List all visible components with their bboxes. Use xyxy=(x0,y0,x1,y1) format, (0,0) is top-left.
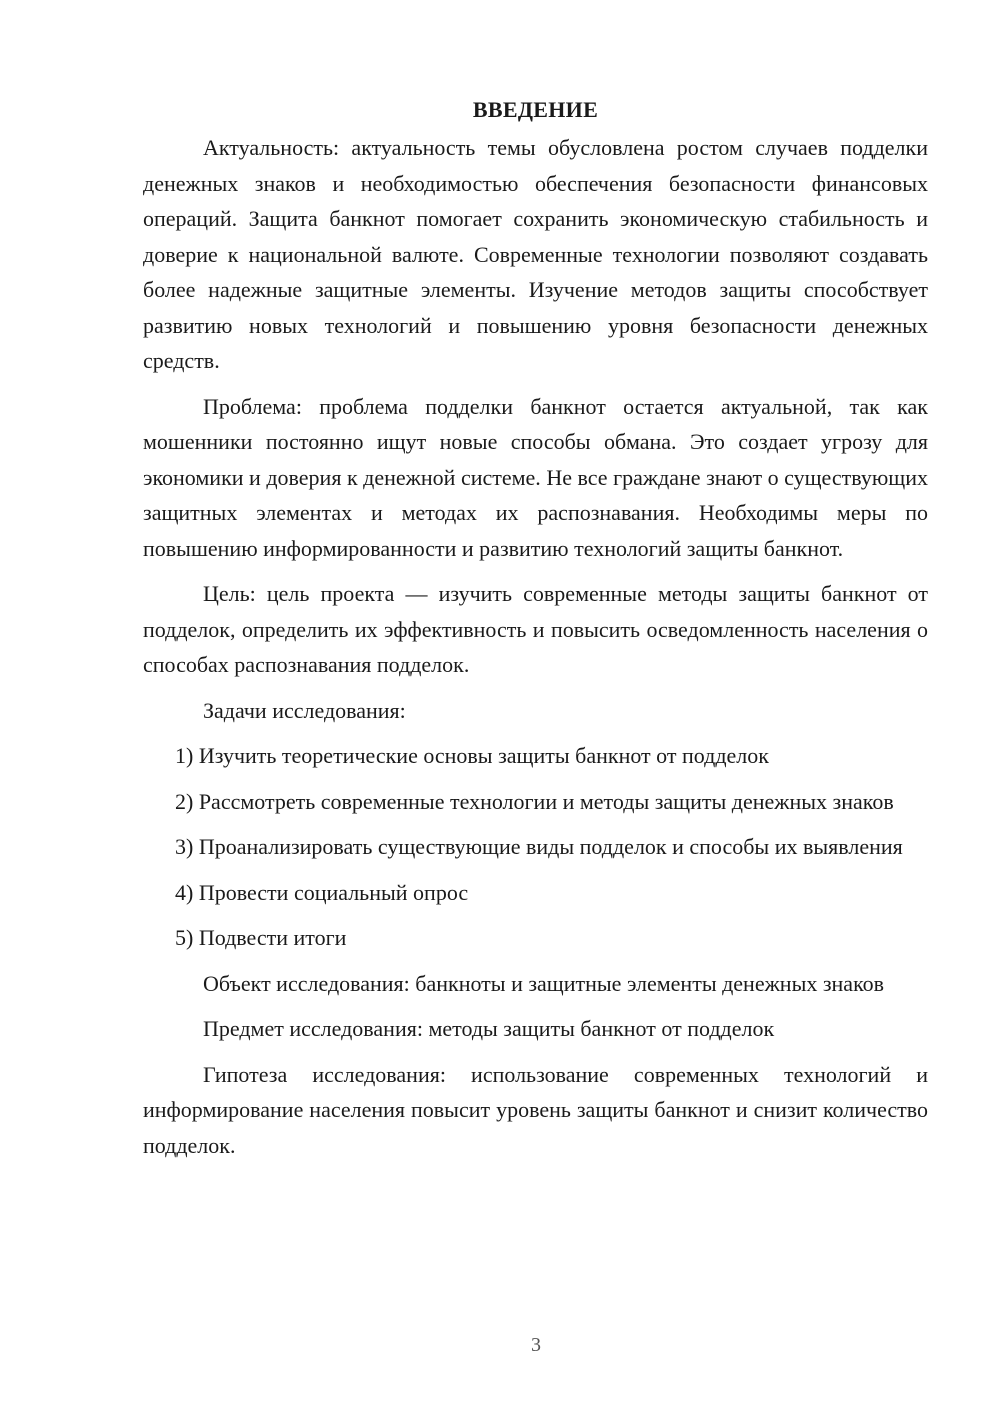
paragraph-relevance: Актуальность: актуальность темы обусловлена ростом случаев подделки денежных знаков и необходимостью обеспечения безопасности финансовых операций. Защита банкнот помогает сохранить экономическую стабильность и доверие к национальной валюте. Современные технологии позволяют создавать более надежные защитные элементы. Изучение методов защиты способствует развитию новых технологий и повышению уровня безопасности денежных средств. xyxy=(143,135,928,373)
task-item-4: 4) Провести социальный опрос xyxy=(175,879,469,905)
task-item-3: 3) Проанализировать существующие виды подделок и способы их выявления xyxy=(175,834,903,859)
paragraph-object: Объект исследования: банкноты и защитные элементы денежных знаков xyxy=(203,970,885,996)
task-item-1: 1) Изучить теоретические основы защиты банкнот от подделок xyxy=(175,743,769,768)
document-page xyxy=(143,92,928,1173)
page-number: 3 xyxy=(531,1334,541,1356)
paragraph-problem: Проблема: проблема подделки банкнот остается актуальной, так как мошенники постоянно ищут новые способы обмана. Это создает угрозу для экономики и доверия к денежной системе. Не все граждане знают о существующих защитных элементах и методах их распознавания. Необходимы меры по повышению информированности и развитию технологий защиты банкнот. xyxy=(143,393,928,561)
paragraph-subject: Предмет исследования: методы защиты банкнот от подделок xyxy=(203,1016,775,1041)
task-item-5: 5) Подвести итоги xyxy=(175,925,347,950)
paragraph-hypothesis: Гипотеза исследования: использование современных технологий и информирование населения повысит уровень защиты банкнот и снизит количество подделок. xyxy=(143,1061,928,1158)
tasks-title: Задачи исследования: xyxy=(203,697,406,723)
paragraph-goal: Цель: цель проекта — изучить современные методы защиты банкнот от подделок, определить их эффективность и повысить осведомленность населения о способах распознавания подделок. xyxy=(143,581,928,677)
task-item-2: 2) Рассмотреть современные технологии и методы защиты денежных знаков xyxy=(175,788,894,814)
page-title: ВВЕДЕНИЕ xyxy=(472,97,599,122)
